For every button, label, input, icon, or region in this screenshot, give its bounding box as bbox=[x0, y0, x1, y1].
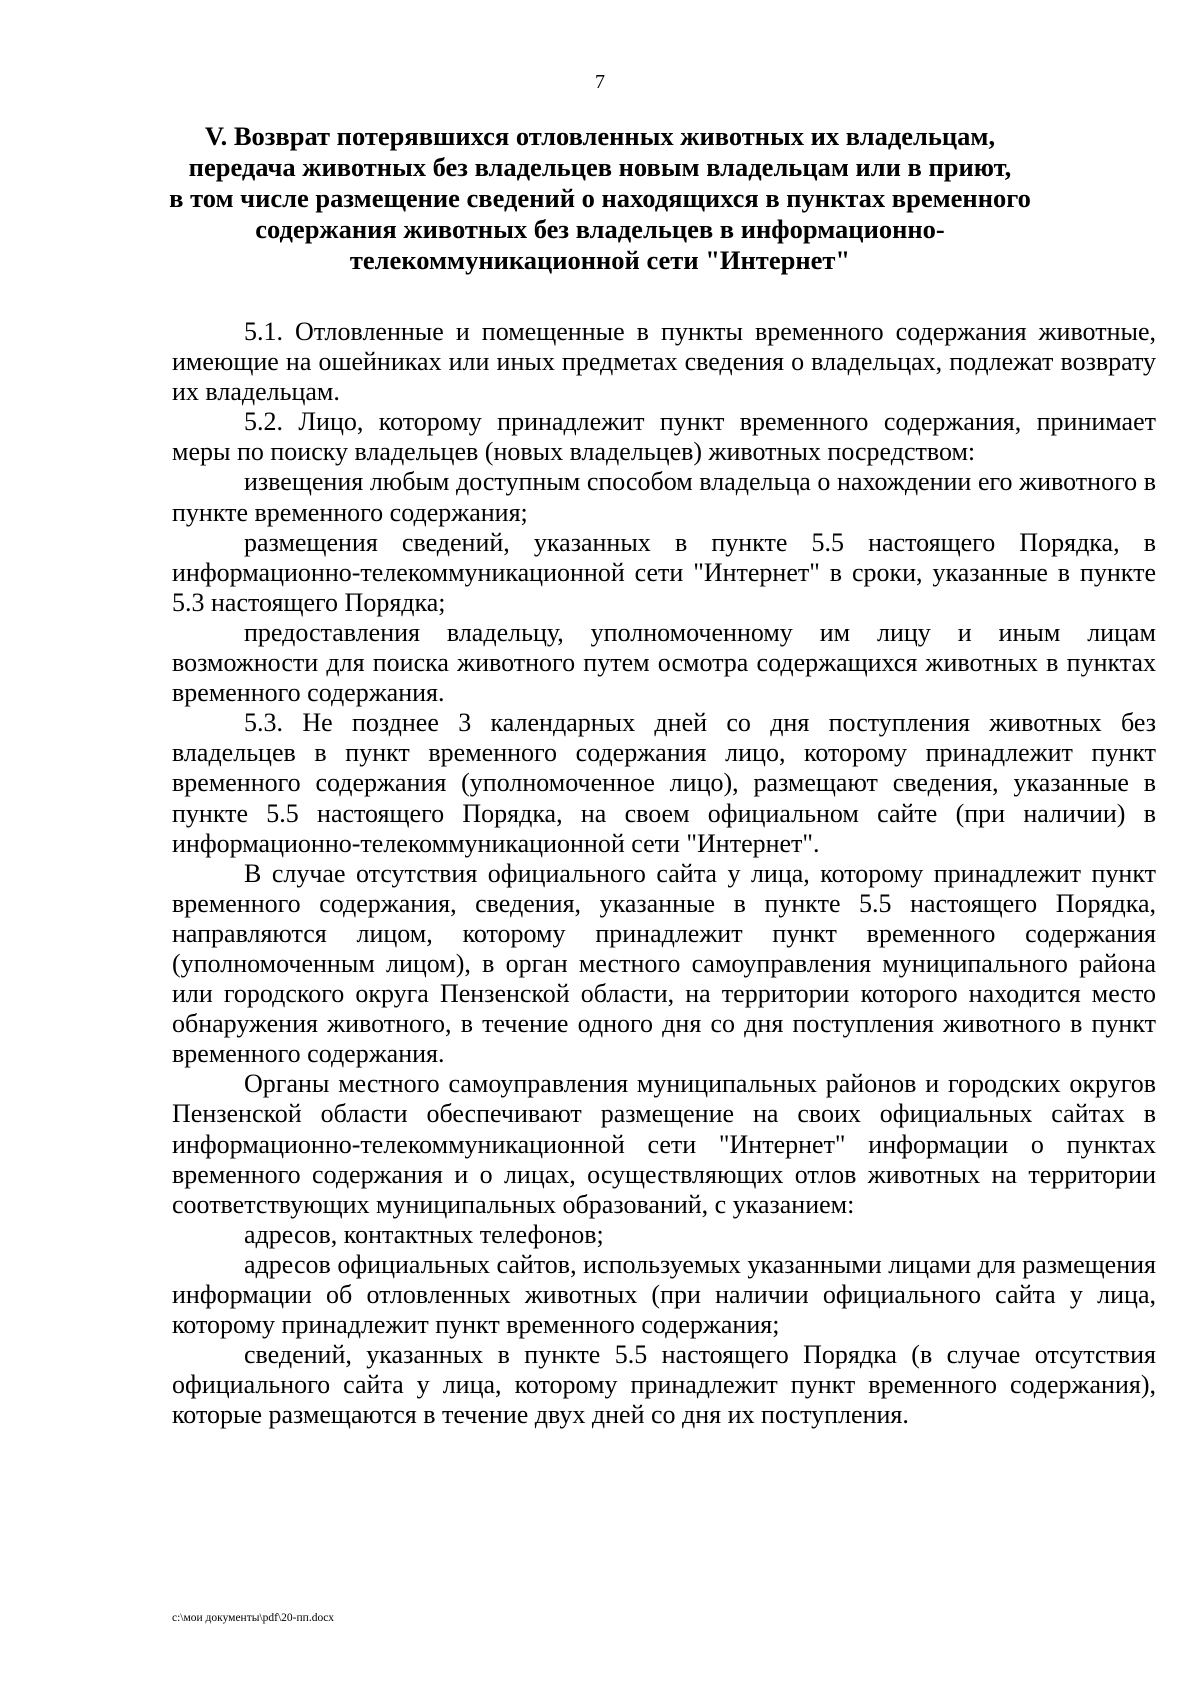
heading-line: передача животных без владельцев новым владельцам или в приют, bbox=[188, 152, 1012, 182]
heading-line: телекоммуникационной сети "Интернет" bbox=[349, 245, 851, 275]
heading-line: V. Возврат потерявшихся отловленных животных их владельцам, bbox=[204, 121, 996, 151]
heading-line: в том числе размещение сведений о находящихся в пунктах временного bbox=[169, 183, 1031, 213]
list-item-websites: адресов официальных сайтов, используемых указанными лицами для размещения информации об отловленных животных (при наличии официального сайта у лица, которому принадлежит пункт временного содержания; bbox=[172, 1249, 1156, 1340]
file-path-footer: c:\мои документы\pdf\20-пп.docx bbox=[172, 1612, 335, 1624]
heading-line: содержания животных без владельцев в информационно- bbox=[255, 214, 945, 244]
paragraph-5-3: 5.3. Не позднее 3 календарных дней со дня поступления животных без владельцев в пункт временного содержания лицо, которому принадлежит пункт временного содержания (уполномоченное лицо), размещают сведения, указанные в пункте 5.5 настоящего Порядка, на своем официальном сайте (при наличии) в информационно-телекоммуникационной сети "Интернет". bbox=[172, 708, 1156, 858]
page-number: 7 bbox=[595, 71, 605, 93]
list-item-information: сведений, указанных в пункте 5.5 настоящего Порядка (в случае отсутствия официального сайта у лица, которому принадлежит пункт временного содержания), которые размещаются в течение двух дней со дня их поступления. bbox=[172, 1340, 1156, 1430]
list-item-publication: размещения сведений, указанных в пункте 5.5 настоящего Порядка, в информационно-телекоммуникационной сети "Интернет" в сроки, указанные в пункте 5.3 настоящего Порядка; bbox=[172, 527, 1156, 617]
paragraph-local-authorities: Органы местного самоуправления муниципальных районов и городских округов Пензенской области обеспечивают размещение на своих официальных сайтах в информационно-телекоммуникационной сети "Интернет" информации о пунктах временного содержания и о лицах, осуществляющих отлов животных на территории соответствующих муниципальных образований, с указанием: bbox=[172, 1069, 1156, 1219]
paragraph-5-1: 5.1. Отловленные и помещенные в пункты временного содержания животные, имеющие на ошейниках или иных предметах сведения о владельцах, подлежат возврату их владельцам. bbox=[172, 317, 1156, 407]
paragraph-no-website: В случае отсутствия официального сайта у лица, которому принадлежит пункт временного содержания, сведения, указанные в пункте 5.5 настоящего Порядка, направляются лицом, которому принадлежит пункт временного содержания (уполномоченным лицом), в орган местного самоуправления муниципального района или городского округа Пензенской области, на территории которого находится место обнаружения животного, в течение одного дня со дня поступления животного в пункт временного содержания. bbox=[172, 858, 1156, 1069]
document-body bbox=[172, 317, 1156, 1430]
list-item-inspection: предоставления владельцу, уполномоченному им лицу и иным лицам возможности для поиска животного путем осмотра содержащихся животных в пунктах временного содержания. bbox=[172, 617, 1156, 708]
list-item-notification: извещения любым доступным способом владельца о нахождении его животного в пункте временного содержания; bbox=[172, 467, 1156, 527]
paragraph-5-2: 5.2. Лицо, которому принадлежит пункт временного содержания, принимает меры по поиску владельцев (новых владельцев) животных посредством: bbox=[172, 407, 1156, 467]
section-heading bbox=[150, 121, 1050, 276]
list-item-addresses: адресов, контактных телефонов; bbox=[244, 1219, 604, 1249]
